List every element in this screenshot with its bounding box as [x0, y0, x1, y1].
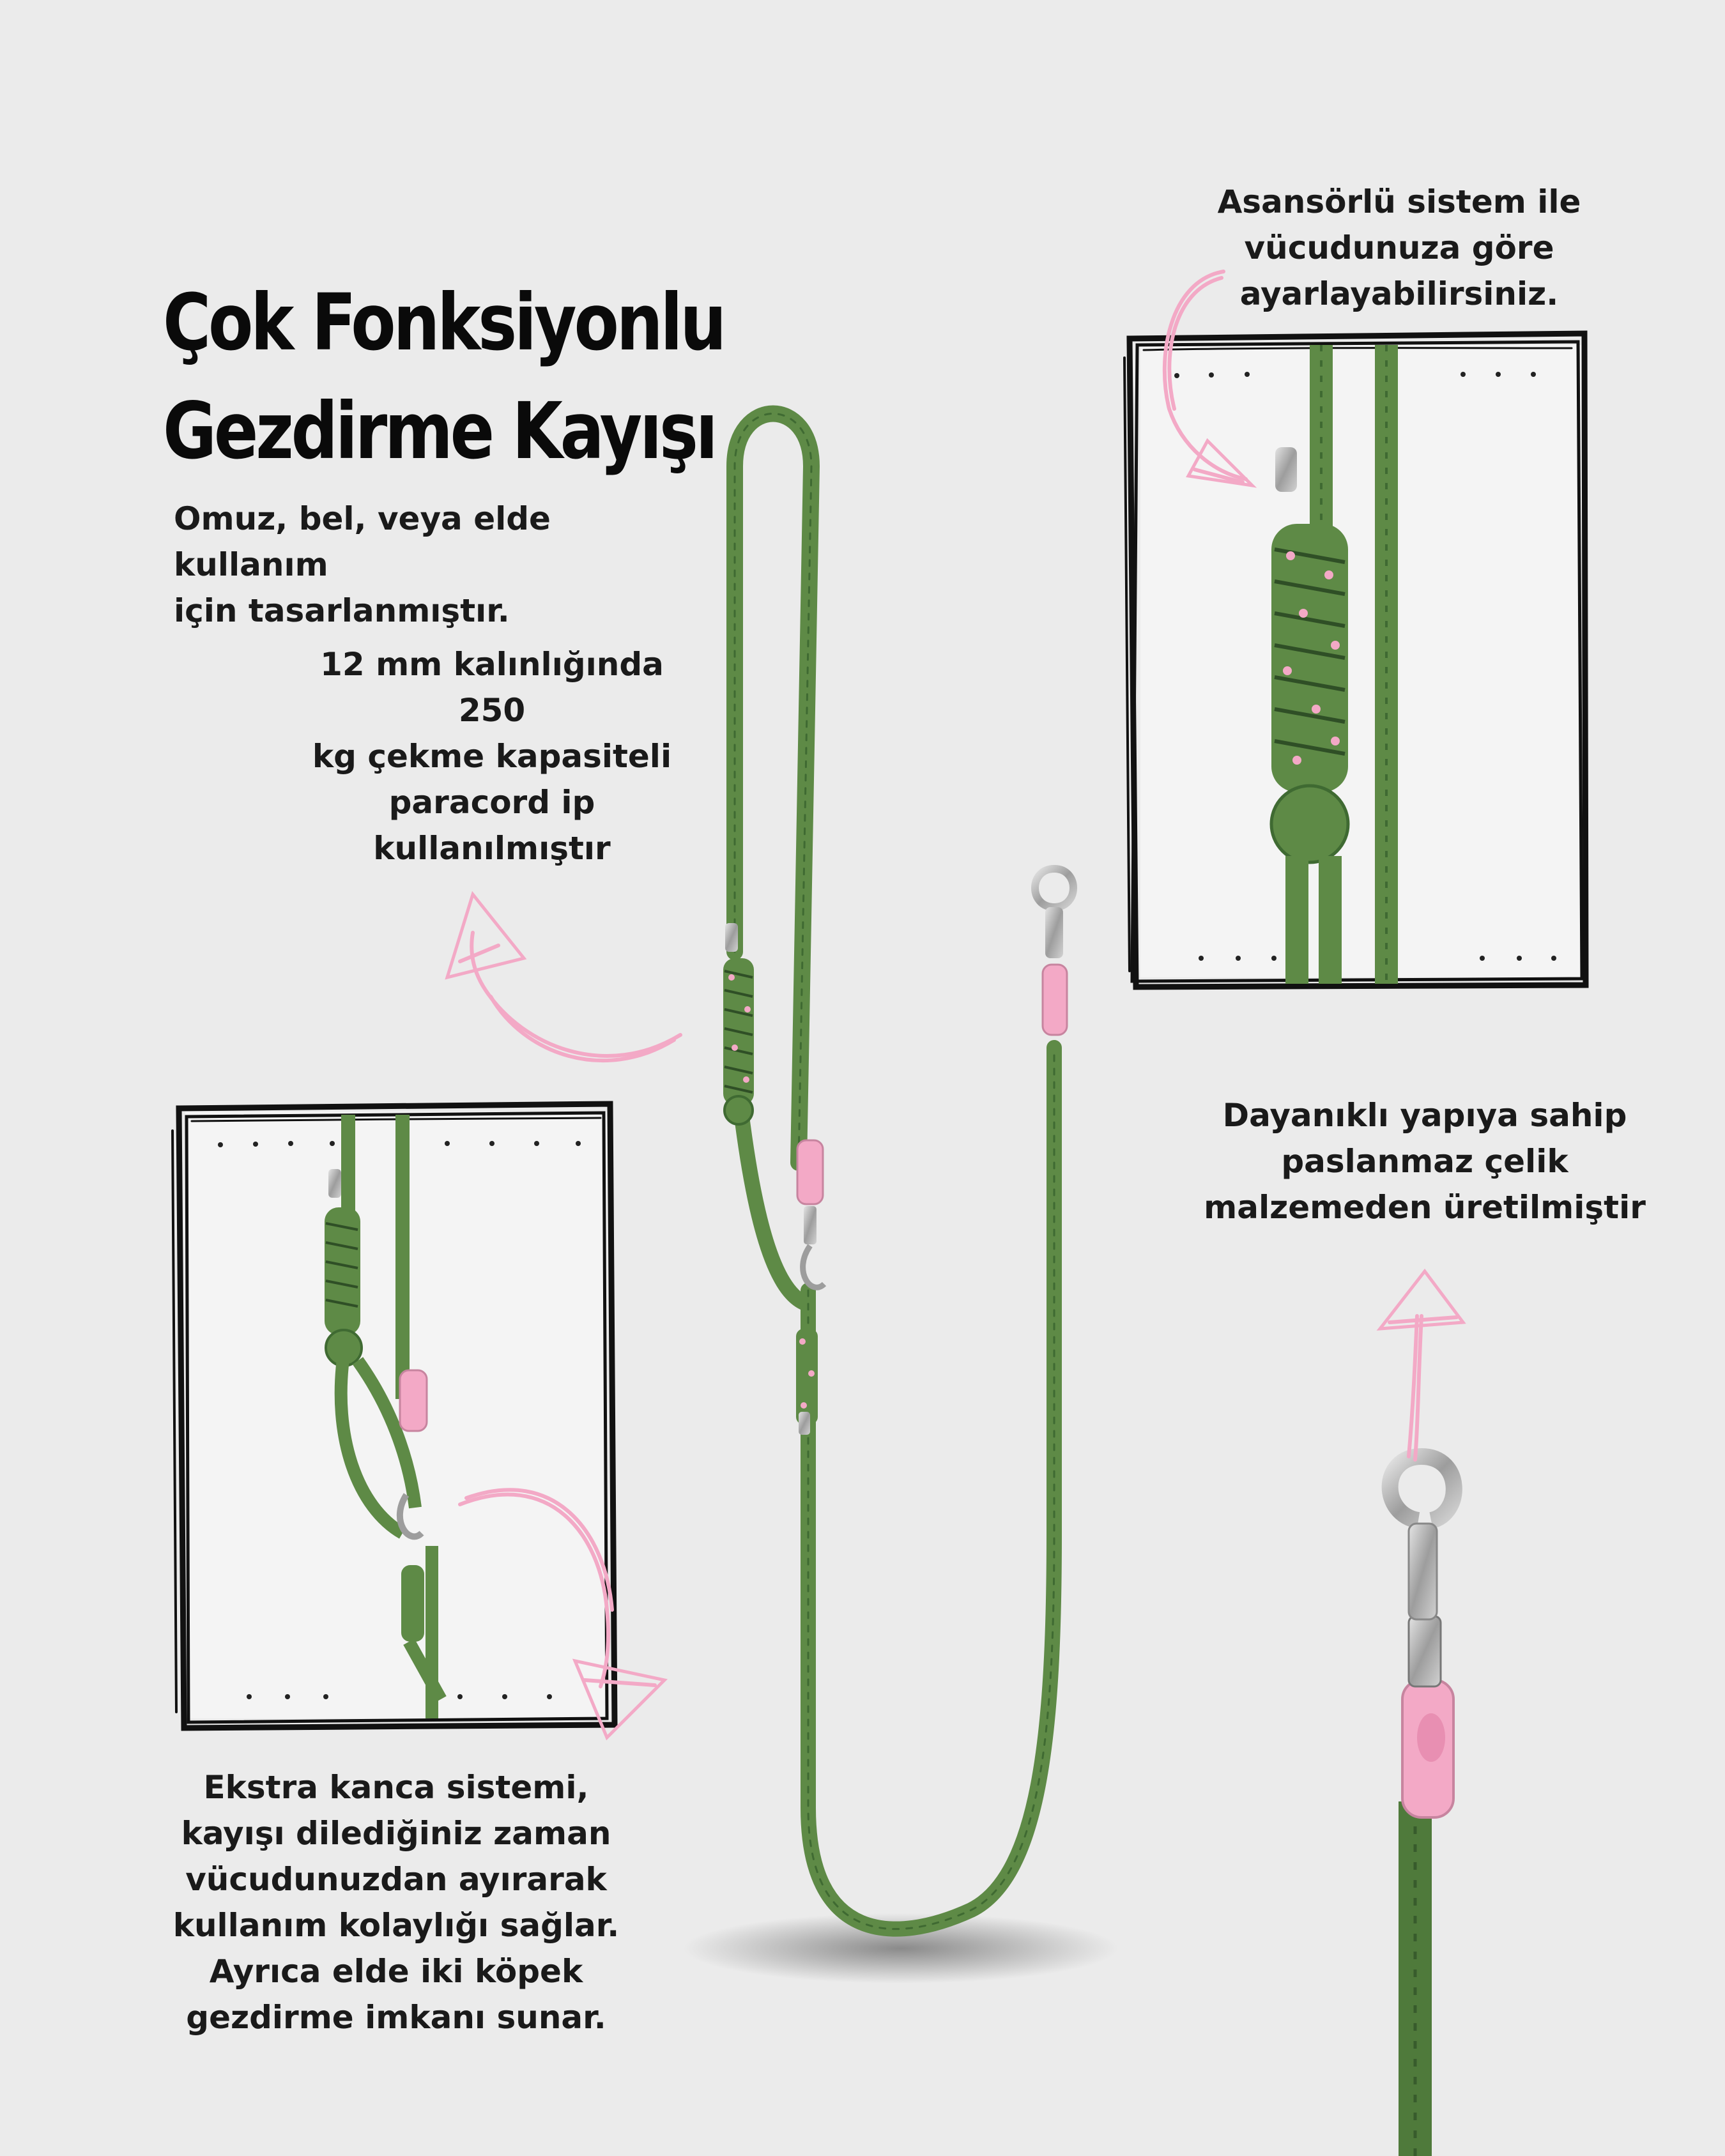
snap-hook-icon [1035, 869, 1073, 1035]
main-leash [735, 414, 1054, 1929]
title-line-2: Gezdirme Kayışı [163, 386, 716, 477]
caption-line: malzemeden üretilmiştir [1204, 1189, 1646, 1226]
subtitle-line-2: için tasarlanmıştır. [174, 592, 510, 629]
caption-line: Dayanıklı yapıya sahip [1222, 1097, 1627, 1134]
caption-line: Ayrıca elde iki köpek [209, 1953, 583, 1990]
sketch-frame-adjust [1124, 333, 1586, 987]
subtitle-line-1: Omuz, bel, veya elde kullanım [174, 500, 551, 583]
caption-line: kg çekme kapasiteli [312, 738, 672, 775]
title-line-1: Çok Fonksiyonlu [163, 277, 724, 368]
metal-end-cap [1275, 447, 1297, 492]
caption-line: vücudunuza göre [1244, 229, 1554, 266]
caption-line: kullanım kolaylığı sağlar. [172, 1907, 620, 1944]
caption-line: 12 mm kalınlığında 250 [320, 646, 664, 729]
caption-line: paslanmaz çelik [1281, 1143, 1568, 1180]
caption-line: ayarlayabilirsiniz. [1239, 275, 1559, 312]
caption-line: kayışı dilediğiniz zaman [181, 1815, 611, 1852]
caption-line: kullanılmıştır [373, 830, 611, 867]
caption-line: Ekstra kanca sistemi, [203, 1769, 589, 1806]
snap-hook-closeup [1390, 1456, 1454, 2156]
caption-line: Asansörlü sistem ile [1217, 183, 1581, 220]
caption-line: paracord ip [388, 784, 595, 821]
pink-connector [796, 1140, 824, 1435]
caption-line: vücudunuzdan ayırarak [185, 1861, 607, 1898]
caption-line: gezdirme imkanı sunar. [186, 1999, 606, 2036]
